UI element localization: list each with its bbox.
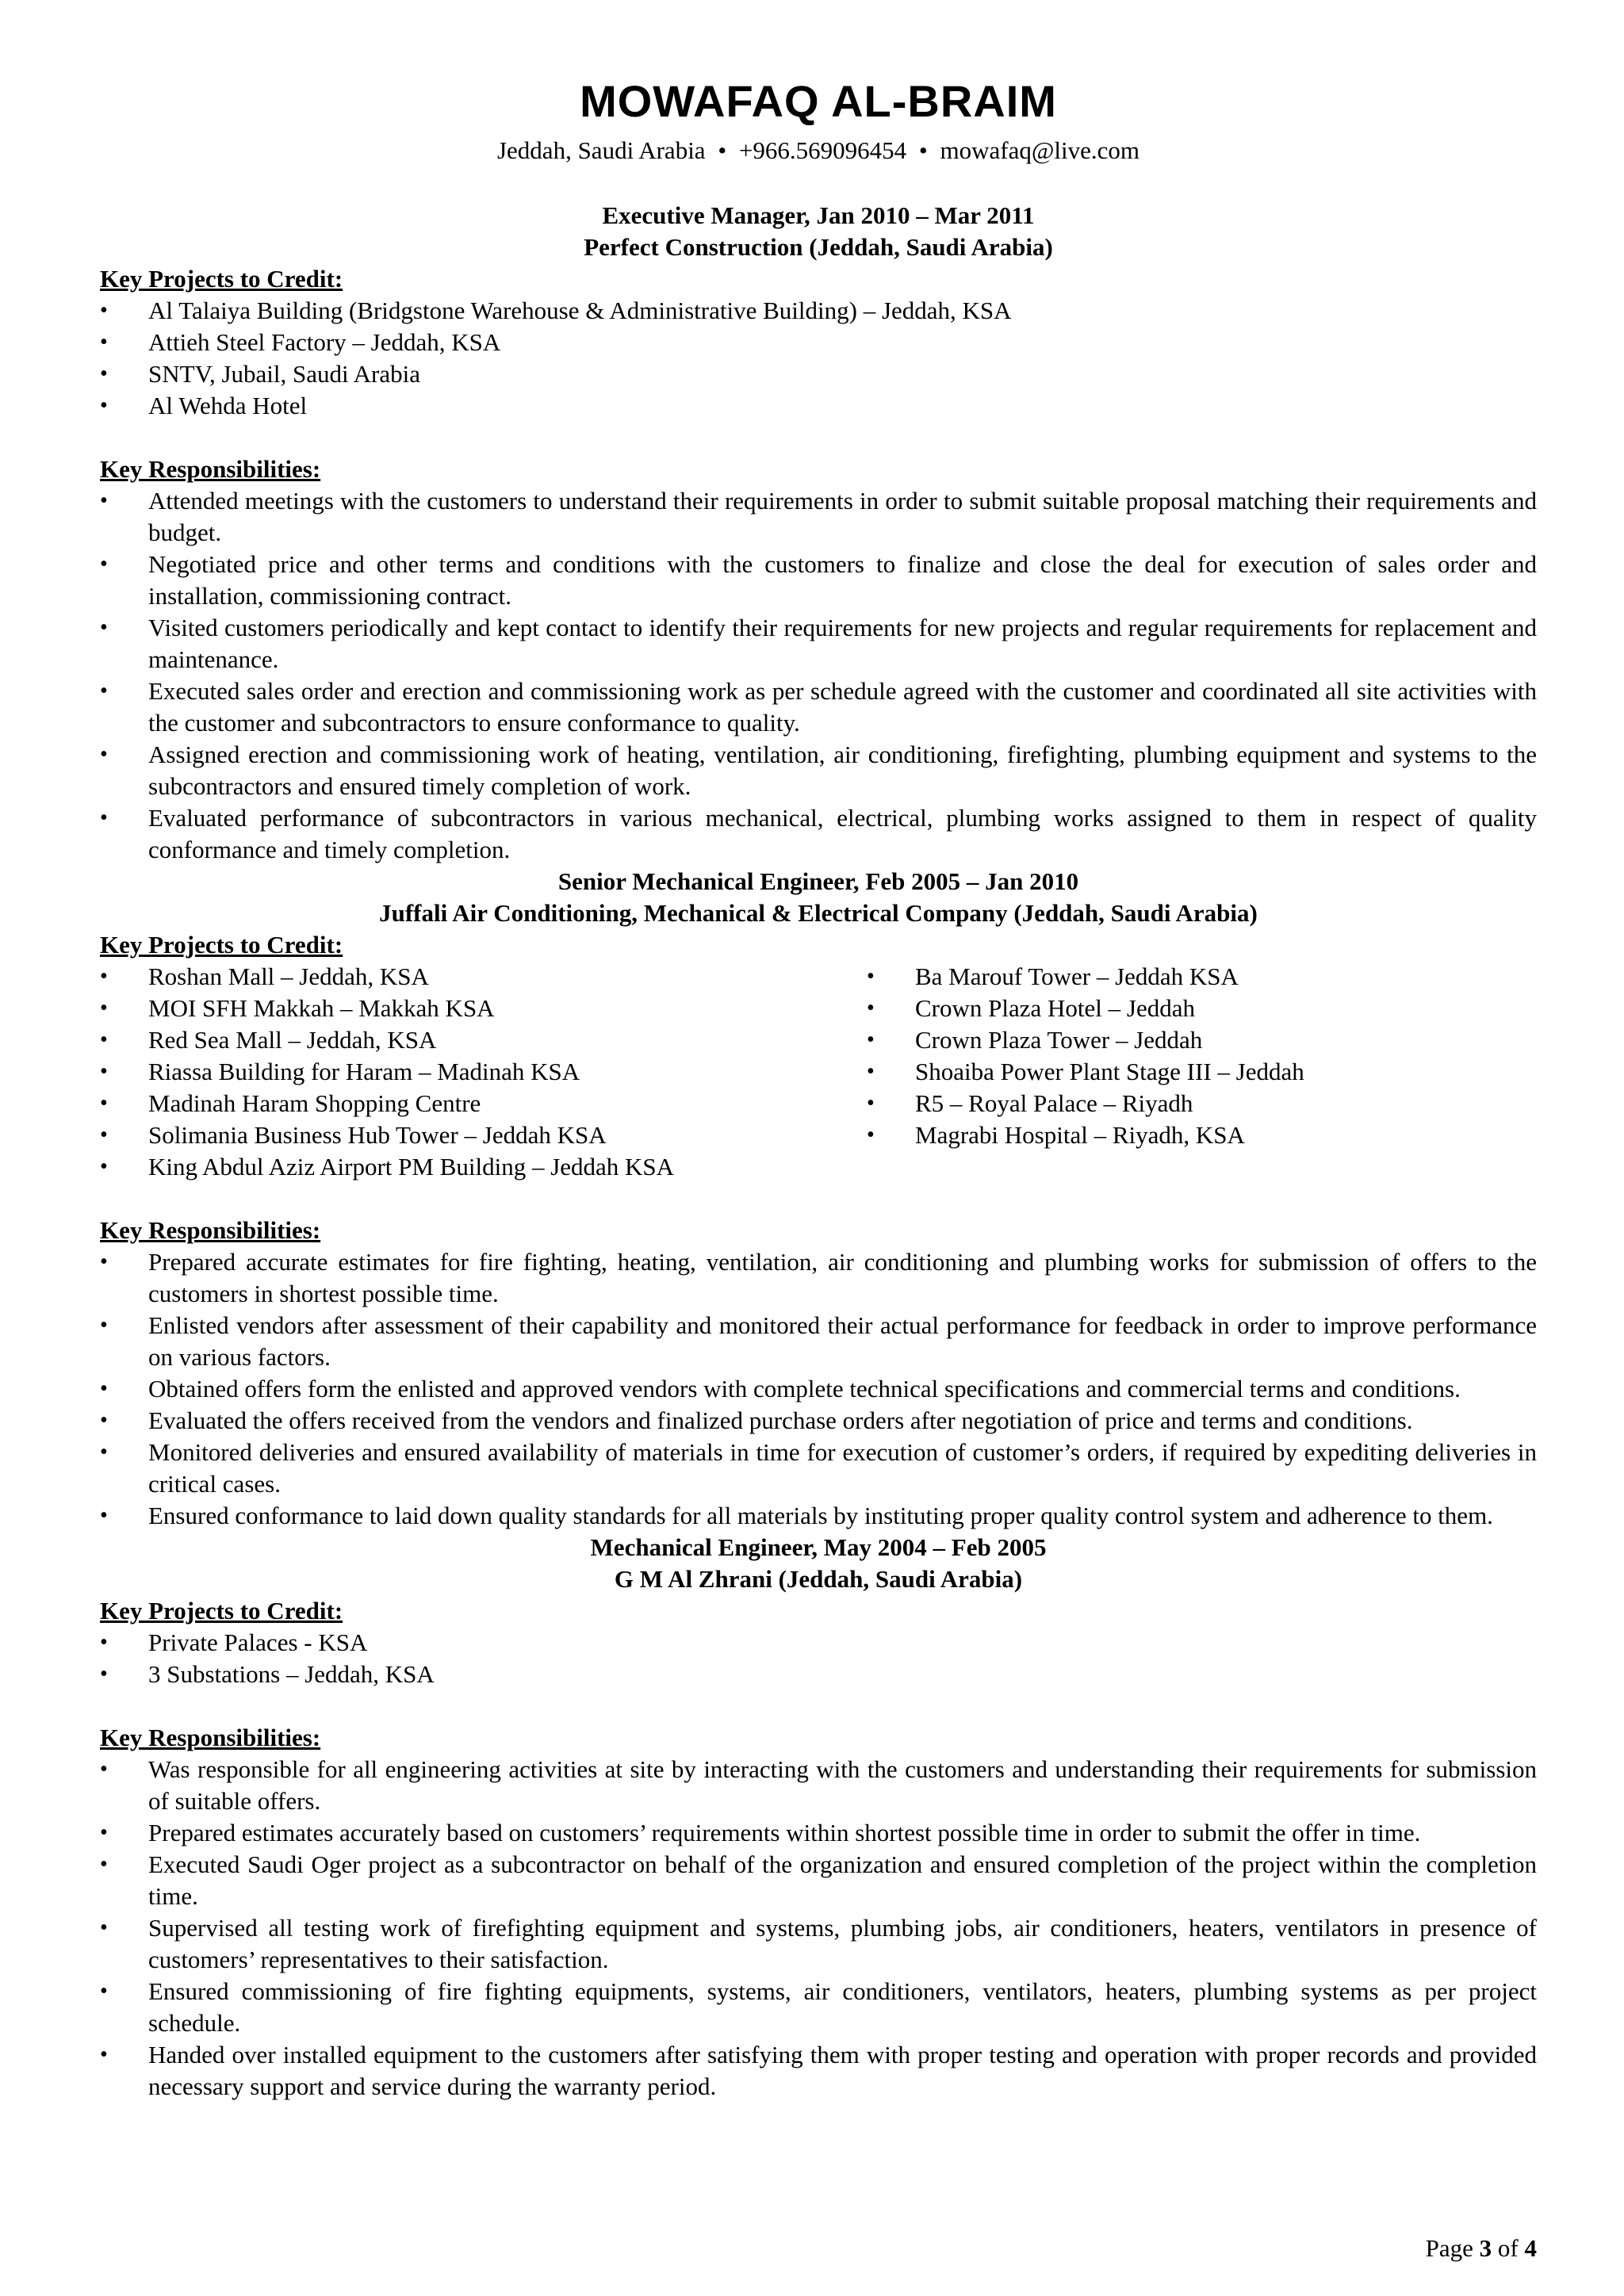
job-company: Perfect Construction (Jeddah, Saudi Arabia) [584, 233, 1053, 261]
projects-list [100, 295, 1537, 422]
projects-list-left [100, 961, 867, 1183]
job-title: Executive Manager, Jan 2010 – Mar 2011 [602, 201, 1035, 229]
list-item: • Enlisted vendors after assessment of their capability and monitored their actual performance for feedback in order to improve performance on various factors. [100, 1310, 1537, 1373]
list-item: • Riassa Building for Haram – Madinah KSA [100, 1056, 867, 1088]
list-item: • Handed over installed equipment to the customers after satisfying them with proper testing and operation with proper records and provided necessary support and service during the warranty period. [100, 2039, 1537, 2103]
page-number [1426, 2233, 1537, 2264]
projects-heading: Key Projects to Credit: [100, 265, 343, 293]
responsibilities-list [100, 1754, 1537, 2103]
projects-heading: Key Projects to Credit: [100, 1597, 343, 1624]
page-total: 4 [1524, 2234, 1537, 2262]
list-item: • Negotiated price and other terms and conditions with the customers to finalize and close the deal for execution of sales order and installation, commissioning contract. [100, 549, 1537, 612]
list-item: • Prepared estimates accurately based on customers’ requirements within shortest possible time in order to submit the offer in time. [100, 1817, 1537, 1849]
list-item: • Attended meetings with the customers to understand their requirements in order to submit suitable proposal matching their requirements and budget. [100, 485, 1537, 549]
list-item: • Private Palaces - KSA [100, 1627, 1537, 1659]
list-item: • R5 – Royal Palace – Riyadh [867, 1088, 1537, 1119]
separator-dot: • [718, 136, 727, 164]
list-item: • Executed Saudi Oger project as a subcontractor on behalf of the organization and ensured completion of the project within the completion time. [100, 1849, 1537, 1912]
list-item: • SNTV, Jubail, Saudi Arabia [100, 358, 1537, 390]
list-item: • Crown Plaza Hotel – Jeddah [867, 993, 1537, 1024]
page-current: 3 [1479, 2234, 1492, 2262]
list-item: • MOI SFH Makkah – Makkah KSA [100, 993, 867, 1024]
list-item: • Ba Marouf Tower – Jeddah KSA [867, 961, 1537, 993]
job-company: Juffali Air Conditioning, Mechanical & Electrical Company (Jeddah, Saudi Arabia) [379, 899, 1258, 927]
list-item: • Obtained offers form the enlisted and approved vendors with complete technical specifications and commercial terms and conditions. [100, 1373, 1537, 1405]
projects-list-right [867, 961, 1537, 1183]
list-item: • Al Wehda Hotel [100, 390, 1537, 422]
list-item: • Roshan Mall – Jeddah, KSA [100, 961, 867, 993]
job-section [100, 200, 1537, 866]
responsibilities-list [100, 1246, 1537, 1532]
list-item: • King Abdul Aziz Airport PM Building – Jeddah KSA [100, 1151, 867, 1183]
resume-content [100, 70, 1537, 2103]
projects-list [100, 1627, 1537, 1690]
list-item: • Evaluated the offers received from the vendors and finalized purchase orders after negotiation of price and terms and conditions. [100, 1405, 1537, 1437]
job-section [100, 1532, 1537, 2103]
list-item: • Prepared accurate estimates for fire fighting, heating, ventilation, air conditioning and plumbing works for submission of offers to the customers in shortest possible time. [100, 1246, 1537, 1310]
list-item: • Madinah Haram Shopping Centre [100, 1088, 867, 1119]
responsibilities-heading: Key Responsibilities: [100, 455, 321, 483]
of-word: of [1497, 2234, 1519, 2262]
contact-line [100, 133, 1537, 168]
candidate-name: MOWAFAQ AL-BRAIM [580, 76, 1057, 126]
contact-location: Jeddah, Saudi Arabia [496, 136, 706, 164]
list-item: • Shoaiba Power Plant Stage III – Jeddah [867, 1056, 1537, 1088]
responsibilities-list [100, 485, 1537, 866]
list-item: • Monitored deliveries and ensured availability of materials in time for execution of customer’s orders, if required by expediting deliveries in critical cases. [100, 1437, 1537, 1500]
contact-email: mowafaq@live.com [940, 136, 1140, 164]
list-item: • Visited customers periodically and kept contact to identify their requirements for new projects and regular requirements for replacement and maintenance. [100, 612, 1537, 675]
list-item: • Ensured commissioning of fire fighting equipments, systems, air conditioners, ventilators, heaters, plumbing systems as per project schedule. [100, 1976, 1537, 2039]
list-item: • Ensured conformance to laid down quality standards for all materials by instituting proper quality control system and adherence to them. [100, 1500, 1537, 1532]
list-item: • Crown Plaza Tower – Jeddah [867, 1024, 1537, 1056]
responsibilities-heading: Key Responsibilities: [100, 1216, 321, 1244]
list-item: • Solimania Business Hub Tower – Jeddah KSA [100, 1119, 867, 1151]
list-item: • Was responsible for all engineering activities at site by interacting with the customers and understanding their requirements for submission of suitable offers. [100, 1754, 1537, 1817]
list-item: • Assigned erection and commissioning work of heating, ventilation, air conditioning, firefighting, plumbing equipment and systems to the subcontractors and ensured timely completion of work. [100, 739, 1537, 802]
job-company: G M Al Zhrani (Jeddah, Saudi Arabia) [614, 1565, 1023, 1593]
list-item: • Attieh Steel Factory – Jeddah, KSA [100, 327, 1537, 358]
projects-heading: Key Projects to Credit: [100, 931, 343, 959]
list-item: • Magrabi Hospital – Riyadh, KSA [867, 1119, 1537, 1151]
job-title: Mechanical Engineer, May 2004 – Feb 2005 [590, 1533, 1047, 1561]
list-item: • 3 Substations – Jeddah, KSA [100, 1659, 1537, 1690]
job-title: Senior Mechanical Engineer, Feb 2005 – Jan 2010 [557, 867, 1079, 895]
projects-columns [100, 961, 1537, 1183]
contact-phone: +966.569096454 [738, 136, 907, 164]
job-section [100, 866, 1537, 1532]
list-item: • Al Talaiya Building (Bridgstone Warehouse & Administrative Building) – Jeddah, KSA [100, 295, 1537, 327]
list-item: • Evaluated performance of subcontractors in various mechanical, electrical, plumbing works assigned to them in respect of quality conformance and timely completion. [100, 802, 1537, 866]
separator-dot: • [918, 136, 928, 164]
responsibilities-heading: Key Responsibilities: [100, 1724, 321, 1751]
list-item: • Executed sales order and erection and commissioning work as per schedule agreed with the customer and coordinated all site activities with the customer and subcontractors to ensure conformance to quality. [100, 675, 1537, 739]
page-word: Page [1425, 2234, 1473, 2262]
list-item: • Red Sea Mall – Jeddah, KSA [100, 1024, 867, 1056]
list-item: • Supervised all testing work of firefighting equipment and systems, plumbing jobs, air conditioners, heaters, ventilators in presence of customers’ representatives to their satisfaction. [100, 1912, 1537, 1976]
